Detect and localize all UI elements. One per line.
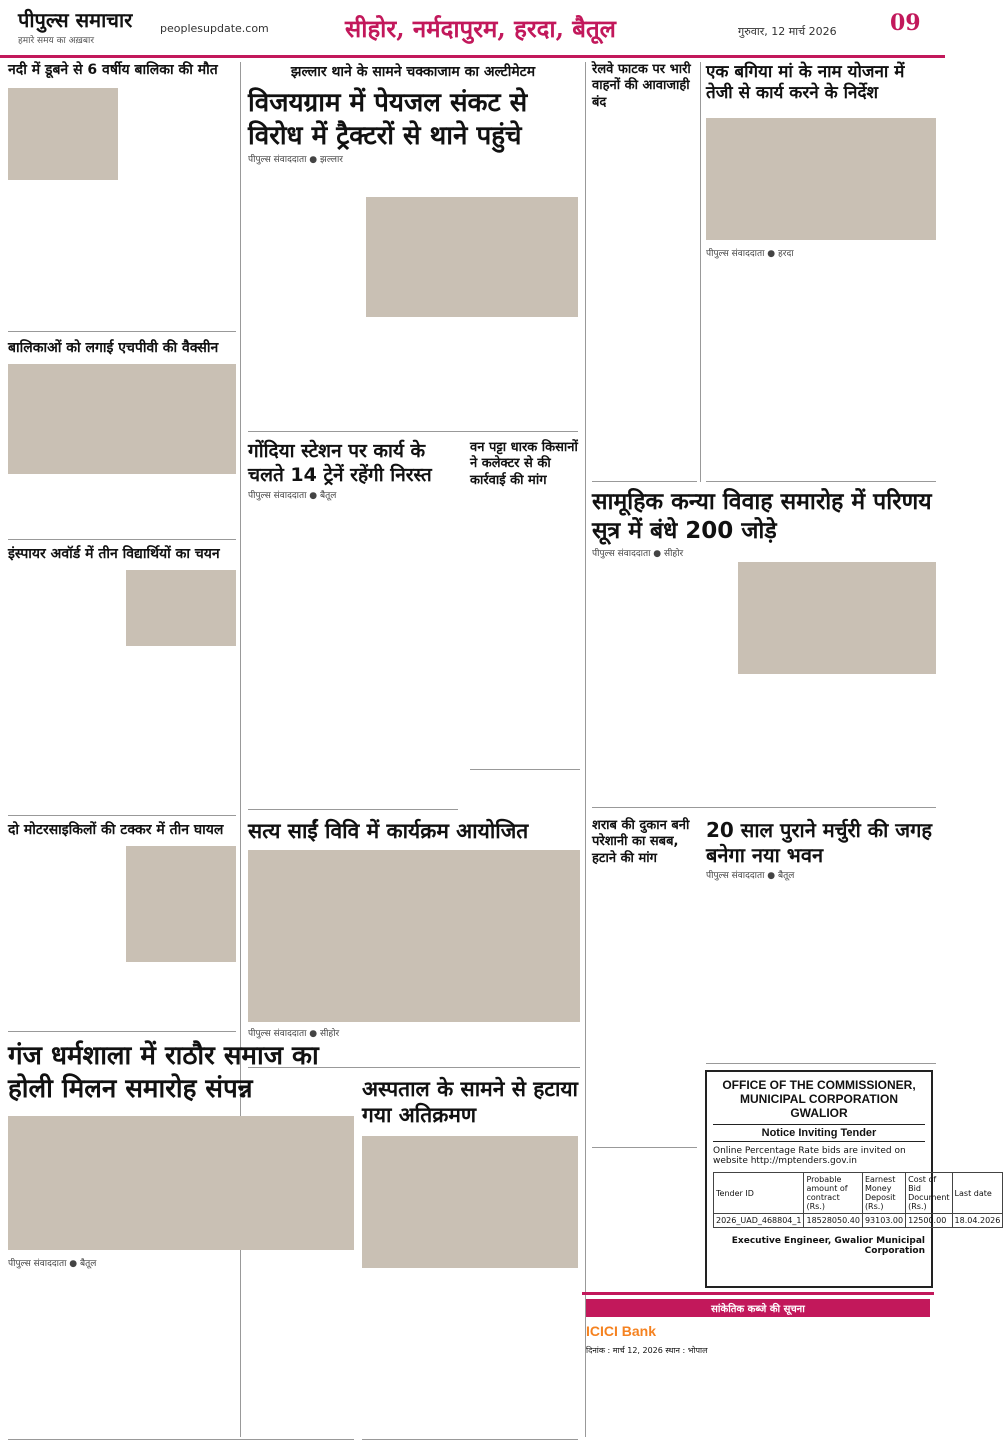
article-gondia-trains xyxy=(248,440,458,810)
article-photo xyxy=(362,1136,578,1268)
bank-place-date: दिनांक : मार्च 12, 2026 स्थान : भोपाल xyxy=(586,1346,708,1355)
article-photo xyxy=(8,88,118,180)
article-mortuary xyxy=(706,818,936,1064)
headline: दो मोटरसाइकिलों की टक्कर में तीन घायल xyxy=(8,822,224,838)
notice-cell: 2026_UAD_468804_1 xyxy=(714,1214,804,1228)
headline: गोंदिया स्टेशन पर कार्य के चलते 14 ट्रेनें रहेंगी निरस्त xyxy=(248,440,432,486)
column-rule xyxy=(585,62,586,1437)
notice-signoff: Executive Engineer, Gwalior Municipal Corporation xyxy=(731,1236,925,1256)
article-van-patta xyxy=(470,440,580,770)
notice-cell: 93103.00 xyxy=(862,1214,905,1228)
paper-logo[interactable] xyxy=(18,6,132,46)
article-mass-wedding xyxy=(592,488,936,808)
headline: विजयग्राम में पेयजल संकट से विरोध में ट्रैक्टरों से थाने पहुंचे xyxy=(248,88,528,151)
headline: बालिकाओं को लगाई एचपीवी की वैक्सीन xyxy=(8,340,219,356)
headline: इंस्पायर अवॉर्ड में तीन विद्यार्थियों का चयन xyxy=(8,546,220,562)
headline: रेलवे फाटक पर भारी वाहनों की आवाजाही बंद xyxy=(592,62,691,110)
article-liquor-shop xyxy=(592,818,697,1148)
notice-table xyxy=(713,1172,1003,1228)
notice-cell: 12500.00 xyxy=(906,1214,952,1228)
article-photo xyxy=(738,562,936,674)
bank-logo: ICICI Bank xyxy=(586,1323,657,1339)
article-encroachment xyxy=(362,1076,578,1440)
notice-col: Tender ID xyxy=(714,1173,804,1214)
tender-notice xyxy=(705,1070,1001,1288)
notice-col: Last date xyxy=(952,1173,1003,1214)
kicker: झल्लार थाने के सामने चक्काजाम का अल्टीमेटम xyxy=(290,64,536,80)
article-holi-milan xyxy=(8,1040,354,1440)
article-photo xyxy=(126,846,236,962)
notice-cell: 18528050.40 xyxy=(804,1214,862,1228)
headline: वन पट्टा धारक किसानों ने कलेक्टर से की कार्रवाई की मांग xyxy=(470,440,578,488)
notice-body: Online Percentage Rate bids are invited on website http://mptenders.gov.in xyxy=(713,1146,906,1166)
article-railway-gate xyxy=(592,62,697,482)
article-bike-collision xyxy=(8,822,236,1032)
byline: पीपुल्स संवाददाता ● बैतूल xyxy=(8,1259,97,1269)
notice-col: Probable amount of contract (Rs.) xyxy=(804,1173,862,1214)
article-satya-sai xyxy=(248,818,580,1068)
byline: पीपुल्स संवाददाता ● झल्लार xyxy=(248,155,343,165)
byline: पीपुल्स संवाददाता ● हरदा xyxy=(706,249,794,259)
article-photo xyxy=(248,850,580,1022)
byline: पीपुल्स संवाददाता ● बैतूल xyxy=(248,490,337,501)
page-number: 09 xyxy=(890,10,921,36)
article-inspire-award xyxy=(8,546,236,816)
byline: पीपुल्स संवाददाता ● सीहोर xyxy=(248,1029,340,1039)
article-ek-bagiya xyxy=(706,62,936,482)
headline: 20 साल पुराने मर्चुरी की जगह बनेगा नया भवन xyxy=(706,818,933,867)
region-title: सीहोर, नर्मदापुरम, हरदा, बैतूल xyxy=(345,14,616,43)
bank-notice-title: सांकेतिक कब्जे की सूचना xyxy=(586,1299,930,1317)
notice-title: OFFICE OF THE COMMISSIONER, MUNICIPAL CORPORATION GWALIOR xyxy=(722,1078,916,1120)
notice-col: Cost of Bid Document (Rs.) xyxy=(906,1173,952,1214)
bank-notice xyxy=(582,1292,934,1442)
headline: नदी में डूबने से 6 वर्षीय बालिका की मौत xyxy=(8,62,218,78)
headline: अस्पताल के सामने से हटाया गया अतिक्रमण xyxy=(362,1077,578,1128)
byline: पीपुल्स संवाददाता ● सीहोर xyxy=(592,548,684,559)
headline: सत्य साईं विवि में कार्यक्रम आयोजित xyxy=(248,819,529,843)
article-photo xyxy=(126,570,236,646)
article-photo xyxy=(706,118,936,240)
headline: गंज धर्मशाला में राठौर समाज का होली मिलन समारोह संपन्न xyxy=(8,1041,319,1104)
byline: पीपुल्स संवाददाता ● बैतूल xyxy=(706,871,795,881)
column-rule xyxy=(700,62,701,482)
notice-cell: 18.04.2026 xyxy=(952,1214,1003,1228)
headline: शराब की दुकान बनी परेशानी का सबब, हटाने की मांग xyxy=(592,818,690,866)
notice-subtitle: Notice Inviting Tender xyxy=(713,1124,925,1142)
masthead xyxy=(0,0,945,58)
article-photo xyxy=(366,197,578,317)
paper-tagline: हमारे समय का अख़बार xyxy=(18,36,95,46)
headline: सामूहिक कन्या विवाह समारोह में परिणय सूत्र में बंधे 200 जोड़े xyxy=(592,489,932,544)
article-photo xyxy=(8,364,236,474)
issue-date: गुरुवार, 12 मार्च 2026 xyxy=(738,25,837,38)
article-vijaygram-water xyxy=(248,62,578,432)
article-photo xyxy=(8,1116,354,1250)
website[interactable]: peoplesupdate.com xyxy=(160,22,269,35)
article-hpv-vaccine xyxy=(8,340,236,540)
article-girl-drowned xyxy=(8,62,236,332)
paper-name: पीपुल्स समाचार xyxy=(18,8,133,32)
notice-col: Earnest Money Deposit (Rs.) xyxy=(862,1173,905,1214)
headline: एक बगिया मां के नाम योजना में तेजी से कार्य करने के निर्देश xyxy=(706,62,905,104)
